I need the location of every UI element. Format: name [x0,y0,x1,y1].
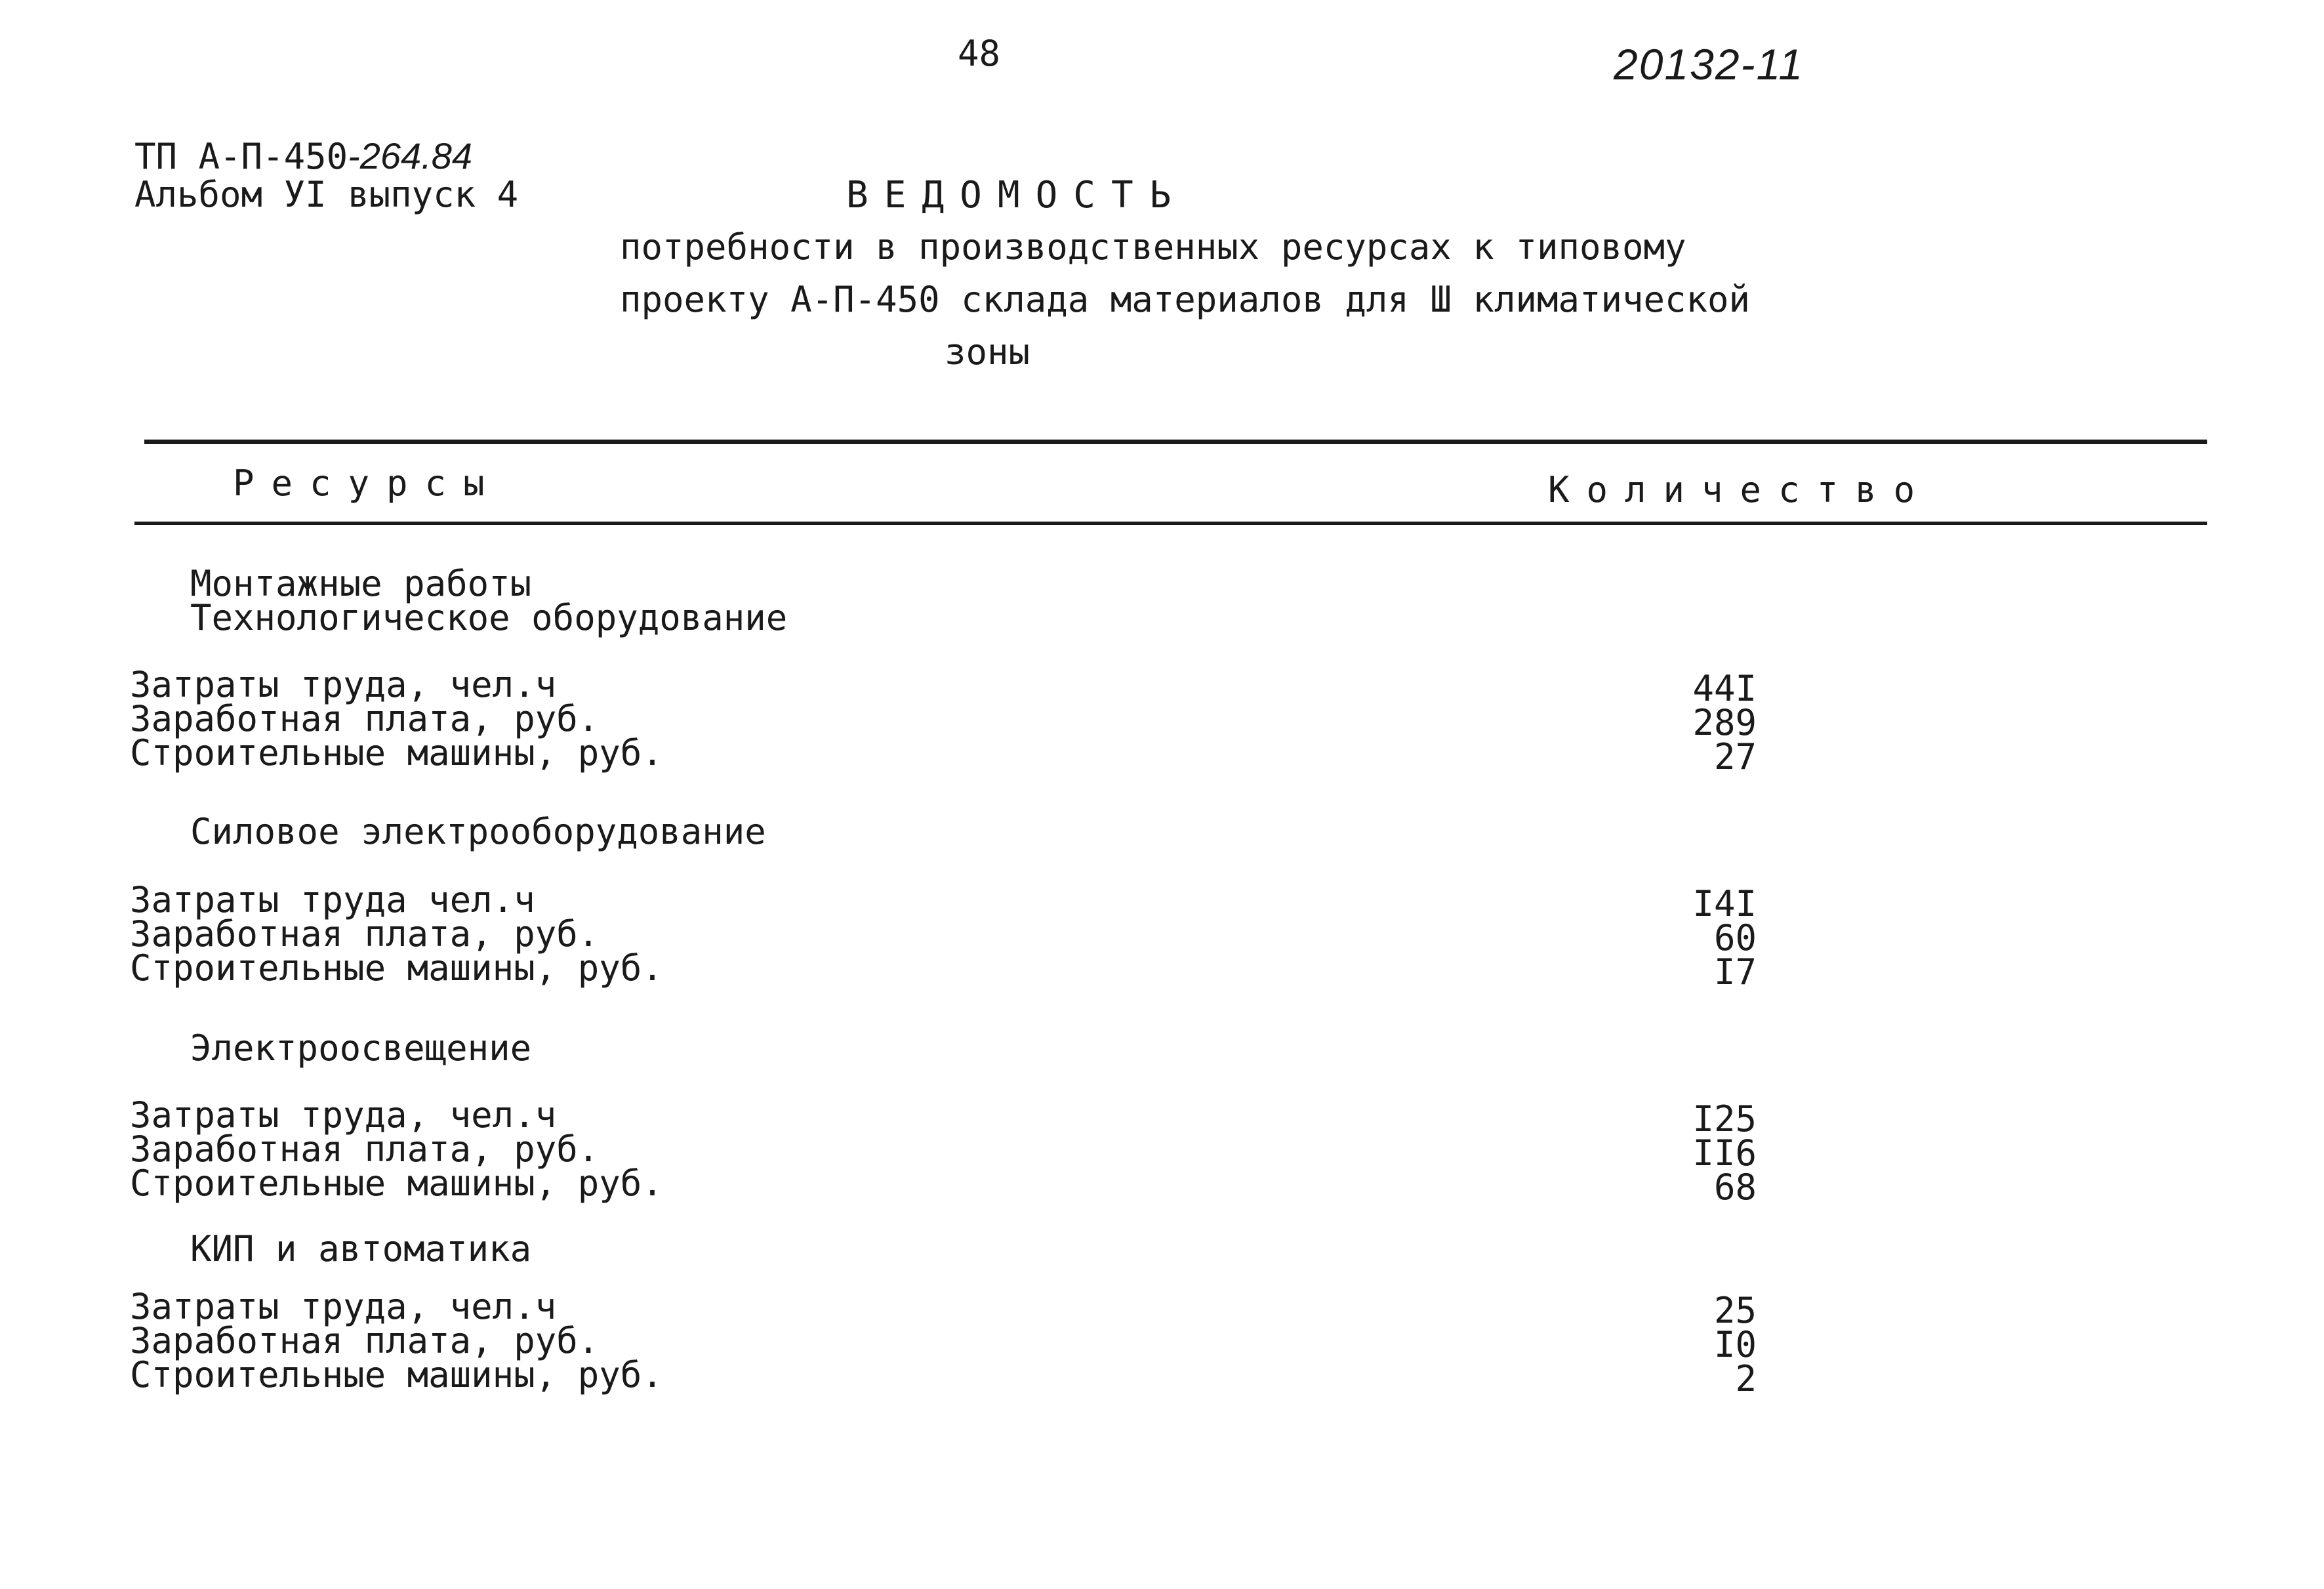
subtitle-line-1: потребности в производственных ресурсах к типовому [620,226,1686,268]
section-title: Монтажные работы [190,563,532,604]
row-label: Заработная плата, руб. [130,913,600,955]
row-label: Строительные машины, руб. [130,732,663,774]
row-label: Затраты труда чел.ч [130,879,535,920]
row-label: Заработная плата, руб. [130,698,600,739]
project-code [134,134,472,177]
column-header-quantity: Количество [1548,469,1932,510]
row-label: Затраты труда, чел.ч [130,1286,557,1327]
project-code-handwritten: -264.84 [348,135,473,176]
document-code: 20132-11 [1614,40,1804,89]
album-label: Альбом УI выпуск 4 [134,174,519,215]
row-value: I25 [1692,1098,1757,1140]
row-label: Строительные машины, руб. [130,947,663,989]
subtitle-line-2: проекту А-П-450 склада материалов для Ш климатической [620,279,1751,320]
project-code-typed: ТП А-П-450 [134,136,348,177]
table-top-rule [144,440,2207,444]
row-label: Строительные машины, руб. [130,1354,663,1395]
section-title: Электроосвещение [190,1027,532,1069]
table-header-rule [134,522,2207,525]
row-value: 60 [1713,917,1757,959]
row-label: Затраты труда, чел.ч [130,664,557,705]
row-value: 44I [1692,668,1757,709]
row-value: I0 [1713,1324,1757,1365]
document-title: ВЕДОМОСТЬ [846,174,1187,217]
row-label: Затраты труда, чел.ч [130,1094,557,1136]
row-value: 25 [1713,1290,1757,1331]
column-header-resources: Ресурсы [233,463,502,504]
row-value: 68 [1713,1166,1757,1208]
row-value: I7 [1713,951,1757,993]
page-number: 48 [958,33,1001,74]
row-label: Заработная плата, руб. [130,1320,600,1361]
row-value: I4I [1692,883,1757,924]
row-label: Заработная плата, руб. [130,1128,600,1170]
row-label: Строительные машины, руб. [130,1163,663,1204]
row-value: 289 [1692,702,1757,743]
row-value: 2 [1735,1358,1757,1399]
section-title: Силовое электрооборудование [190,811,766,852]
section-subtitle: Технологическое оборудование [190,597,788,638]
subtitle-line-3: зоны [945,331,1030,373]
row-value: 27 [1713,736,1757,777]
section-title: КИП и автоматика [190,1228,532,1269]
row-value: II6 [1692,1132,1757,1174]
